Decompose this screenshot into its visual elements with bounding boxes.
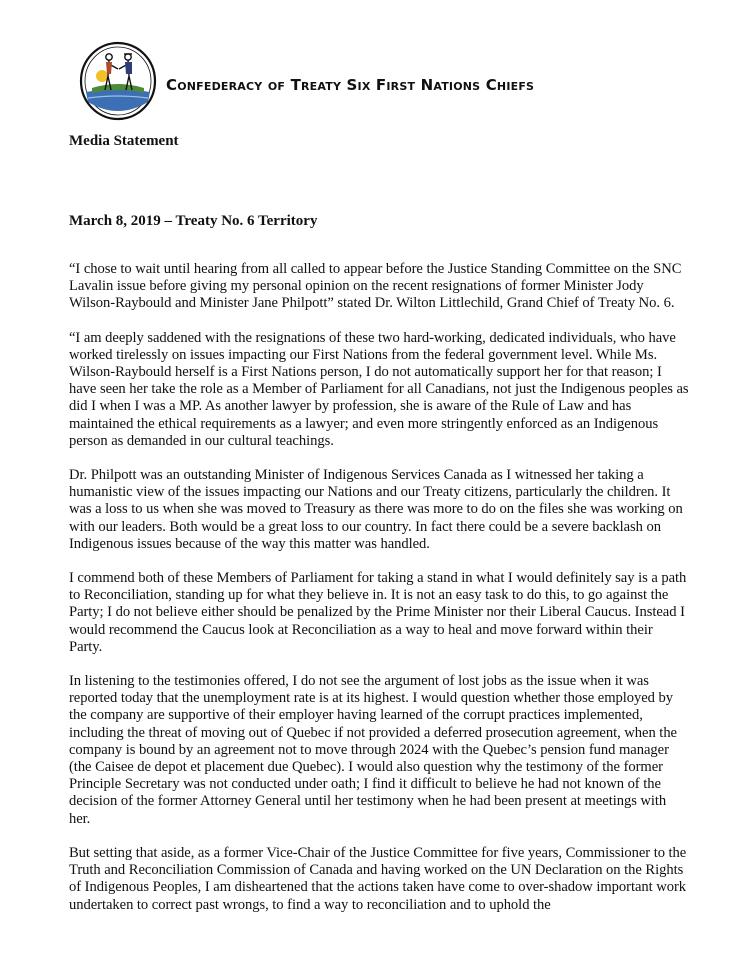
organization-name: Confederacy of Treaty Six First Nations Chiefs [166, 76, 535, 94]
paragraph: “I chose to wait until hearing from all called to appear before the Justice Standing Committee on the SNC Lavalin issue before giving my personal opinion on the recent resignations of former Minister Jody Wilson-Raybould and Minister Jane Philpott” stated Dr. Wilton Littlechild, Grand Chief of Treaty No. 6. [69, 261, 682, 312]
dateline: March 8, 2019 – Treaty No. 6 Territory [69, 213, 318, 229]
document-type-label: Media Statement [69, 133, 179, 149]
paragraph: But setting that aside, as a former Vice-Chair of the Justice Committee for five years, Commissioner to the Truth and Reconciliation Commission of Canada and having worked on the UN Declaration on the Rights of Indigenous Peoples, I am disheartened that the actions taken have come to over-shadow important work undertaken to correct past wrongs, to find a way to reconciliation and to uphold the [69, 844, 687, 913]
statement-body [69, 261, 689, 931]
paragraph: “I am deeply saddened with the resignations of these two hard-working, dedicated individuals, who have worked tirelessly on issues impacting our First Nations from the federal government level. While Ms. Wilson-Raybould herself is a First Nations person, I do not automatically support her for that reason; I have seen her take the role as a Member of Parliament for all Canadians, not just the Indigenous peoples as did I when I was a MP. As another lawyer by profession, she is aware of the Rule of Law and has maintained the ethical requirements as a lawyer; and even more stringently enforced as an Indigenous person as demanded in our cultural teachings. [69, 329, 689, 449]
letterhead [78, 40, 718, 122]
paragraph: I commend both of these Members of Parliament for taking a stand in what I would definitely say is a path to Reconciliation, standing up for what they believe in. It is not an easy task to do this, to go against the Party; I do not believe either should be penalized by the Prime Minister nor their Liberal Caucus. Instead I would recommend the Caucus look at Reconciliation as a way to heal and move forward within their Party. [69, 570, 687, 655]
paragraph: Dr. Philpott was an outstanding Minister of Indigenous Services Canada as I witnessed her taking a humanistic view of the issues impacting our Nations and our Treaty citizens, particularly the children. It was a loss to us when she was moved to Treasury as there was more to do on the files she was working on with our leaders. Both would be a great loss to our country. In fact there could be a severe backlash on Indigenous issues because of the way this matter was handled. [69, 467, 683, 552]
treaty-seal-logo-icon [78, 40, 158, 122]
paragraph: In listening to the testimonies offered, I do not see the argument of lost jobs as the issue when it was reported today that the unemployment rate is at its highest. I would question whether those employed by the company are supportive of their employer having learned of the corrupt practices implemented, including the threat of moving out of Quebec if not provided a deferred prosecution agreement, when the company is bound by an agreement not to move through 2024 with the Quebec’s pension fund manager (the Caisee de depot et placement due Quebec). I would also question why the testimony of the former Principle Secretary was not conducted under oath; I find it difficult to believe he had not known of the decision of the former Attorney General until her testimony when he had been present at meetings with her. [69, 673, 677, 827]
